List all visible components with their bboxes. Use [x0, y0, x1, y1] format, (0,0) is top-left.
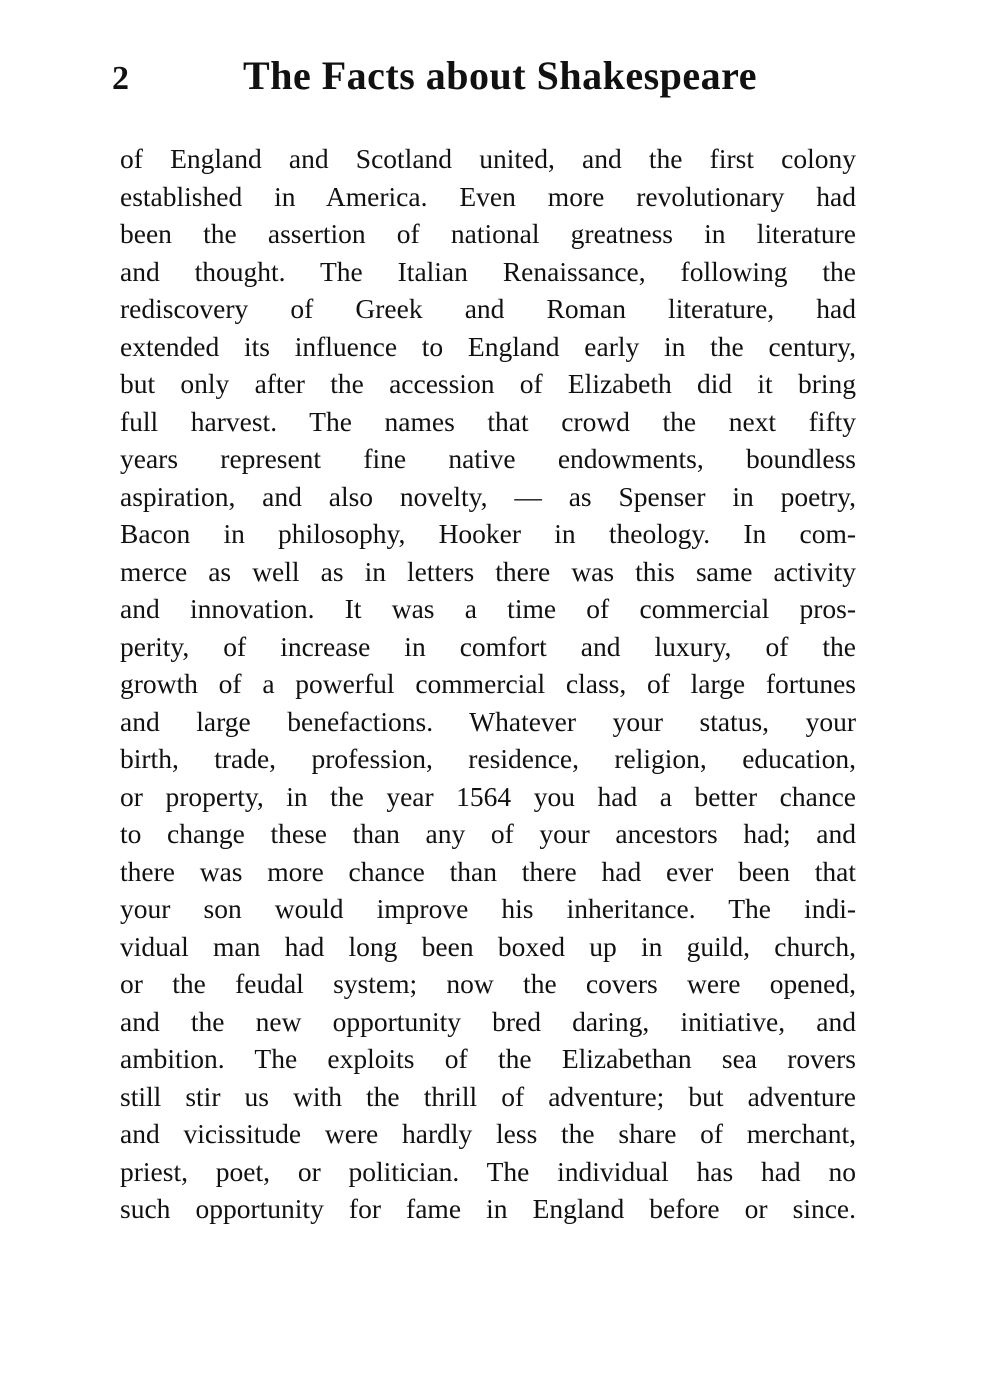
text-line-content: or property, in the year 1564 you had a better chance — [120, 780, 856, 812]
text-line — [120, 853, 856, 891]
text-line-content: and large benefactions. Whatever your status, your — [120, 705, 856, 737]
text-line-content: and innovation. It was a time of commercial pros- — [120, 593, 856, 624]
text-line-content: and thought. The Italian Renaissance, following the — [120, 255, 856, 287]
text-line — [120, 590, 856, 628]
text-line-content: rediscovery of Greek and Roman literature, had — [120, 293, 856, 324]
text-line-content: perity, of increase in comfort and luxury, of the — [120, 630, 856, 662]
text-line — [120, 778, 856, 816]
text-line — [120, 440, 856, 478]
text-line — [120, 478, 856, 516]
text-line — [120, 1040, 856, 1078]
text-line-content: Bacon in philosophy, Hooker in theology. In com- — [120, 518, 856, 549]
text-line-content: but only after the accession of Elizabeth did it bring — [120, 368, 856, 399]
running-title: The Facts about Shakespeare — [243, 53, 757, 98]
text-line-content: full harvest. The names that crowd the next fifty — [120, 405, 856, 437]
text-line — [120, 553, 856, 591]
text-line — [120, 215, 856, 253]
text-line-content: there was more chance than there had ever been that — [120, 855, 856, 887]
body-text — [120, 140, 856, 1228]
text-line-content: been the assertion of national greatness in literature — [120, 218, 856, 249]
text-line-content: and vicissitude were hardly less the share of merchant, — [120, 1118, 856, 1149]
page-number: 2 — [112, 60, 129, 97]
text-line — [120, 815, 856, 853]
text-line — [120, 1003, 856, 1041]
text-line — [120, 365, 856, 403]
text-line-content: merce as well as in letters there was this same activity — [120, 555, 856, 587]
text-line-content: growth of a powerful commercial class, of large fortunes — [120, 668, 856, 699]
page-header — [110, 52, 870, 112]
text-line — [120, 1078, 856, 1116]
text-line-content: birth, trade, profession, residence, religion, education, — [120, 743, 856, 774]
text-line — [120, 515, 856, 553]
text-line — [120, 703, 856, 741]
text-line-content: to change these than any of your ancestors had; and — [120, 818, 856, 849]
text-line-content: priest, poet, or politician. The individual has had no — [120, 1155, 856, 1187]
text-line — [120, 890, 856, 928]
text-line — [120, 628, 856, 666]
text-line-content: aspiration, and also novelty, — as Spenser in poetry, — [120, 480, 856, 512]
text-line — [120, 965, 856, 1003]
text-line-content: vidual man had long been boxed up in guild, church, — [120, 930, 856, 962]
text-line — [120, 403, 856, 441]
text-line-content: such opportunity for fame in England before or since. — [120, 1193, 856, 1224]
text-line — [120, 665, 856, 703]
text-line-content: years represent fine native endowments, boundless — [120, 443, 856, 474]
text-line-content: ambition. The exploits of the Elizabethan sea rovers — [120, 1043, 856, 1074]
text-line — [120, 253, 856, 291]
text-line — [120, 178, 856, 216]
text-line-content: still stir us with the thrill of adventure; but adventure — [120, 1080, 856, 1112]
text-line-content: or the feudal system; now the covers were opened, — [120, 968, 856, 999]
text-line-content: extended its influence to England early in the century, — [120, 330, 856, 362]
text-line-content: established in America. Even more revolutionary had — [120, 180, 856, 212]
text-line — [120, 290, 856, 328]
text-line — [120, 1190, 856, 1228]
text-line — [120, 1153, 856, 1191]
text-line-content: your son would improve his inheritance. The indi- — [120, 893, 856, 924]
text-line — [120, 140, 856, 178]
text-line — [120, 1115, 856, 1153]
text-line — [120, 740, 856, 778]
text-line-content: of England and Scotland united, and the first colony — [120, 143, 856, 174]
text-line — [120, 328, 856, 366]
text-line — [120, 928, 856, 966]
text-line-content: and the new opportunity bred daring, initiative, and — [120, 1005, 856, 1037]
